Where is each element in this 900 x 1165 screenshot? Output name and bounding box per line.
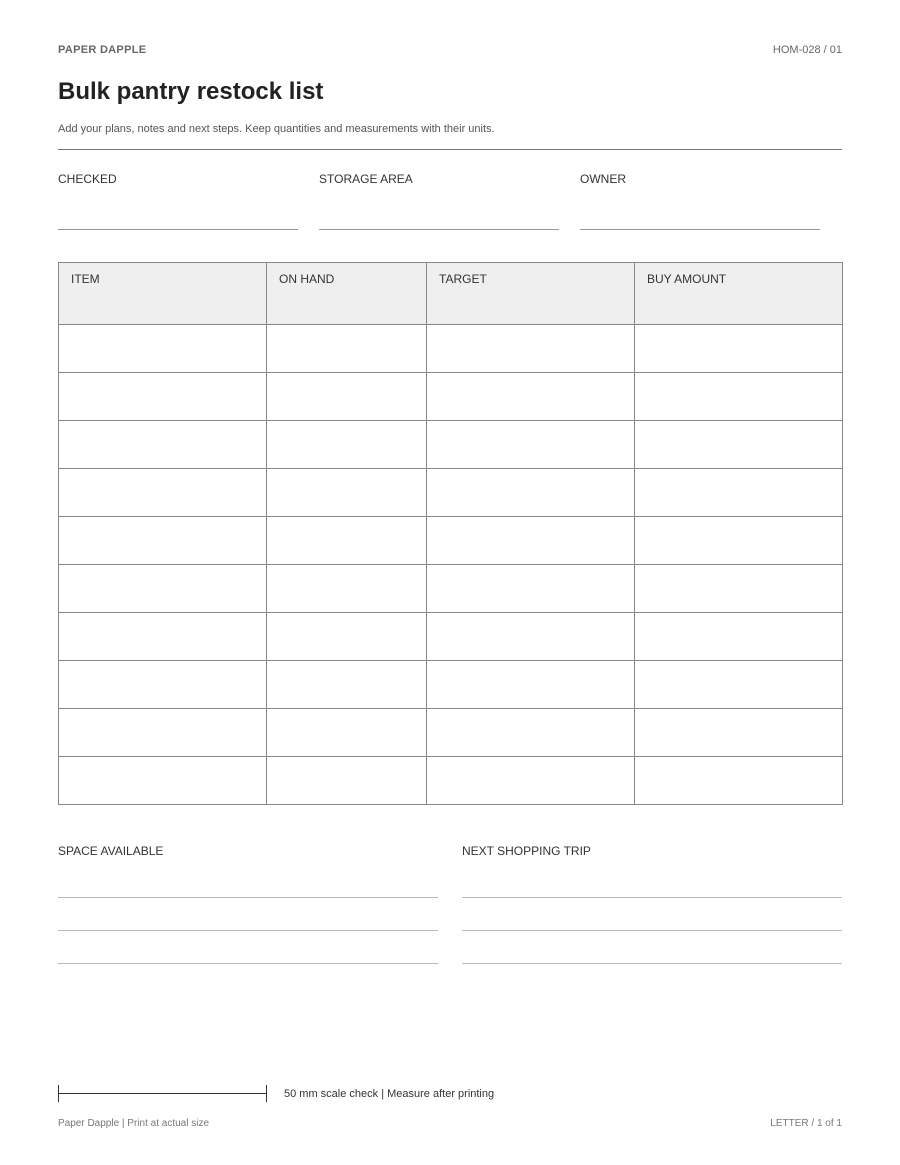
table-cell[interactable]: [267, 613, 427, 661]
space-available-section: [58, 844, 438, 858]
checked-field[interactable]: [58, 172, 298, 186]
column-header-item: ITEM: [59, 263, 267, 325]
table-row: [59, 469, 843, 517]
table-cell[interactable]: [635, 517, 843, 565]
page-indicator: LETTER / 1 of 1: [770, 1118, 842, 1129]
table-cell[interactable]: [59, 565, 267, 613]
table-cell[interactable]: [635, 469, 843, 517]
storage-area-label: STORAGE AREA: [319, 172, 413, 186]
table-row: [59, 373, 843, 421]
table-cell[interactable]: [635, 325, 843, 373]
table-cell[interactable]: [59, 757, 267, 805]
space-available-line[interactable]: [58, 897, 438, 898]
table-header-row: [59, 263, 843, 325]
space-available-label: SPACE AVAILABLE: [58, 844, 164, 858]
table-cell[interactable]: [267, 469, 427, 517]
table-cell[interactable]: [267, 757, 427, 805]
next-shopping-trip-line[interactable]: [462, 963, 842, 964]
space-available-line[interactable]: [58, 930, 438, 931]
page-subtitle: Add your plans, notes and next steps. Keep quantities and measurements with their units.: [58, 123, 495, 135]
table-row: [59, 709, 843, 757]
next-shopping-trip-section: [462, 844, 842, 858]
table-cell[interactable]: [267, 517, 427, 565]
table-cell[interactable]: [267, 421, 427, 469]
scale-bar: [58, 1085, 268, 1103]
next-shopping-trip-label: NEXT SHOPPING TRIP: [462, 844, 591, 858]
table-row: [59, 517, 843, 565]
table-cell[interactable]: [59, 469, 267, 517]
storage-area-field[interactable]: [319, 172, 559, 186]
owner-label: OWNER: [580, 172, 626, 186]
column-header-buy-amount: BUY AMOUNT: [635, 263, 843, 325]
table-cell[interactable]: [427, 565, 635, 613]
scale-tick-right: [266, 1085, 267, 1102]
table-cell[interactable]: [427, 421, 635, 469]
table-row: [59, 565, 843, 613]
table-cell[interactable]: [635, 421, 843, 469]
table-cell[interactable]: [267, 661, 427, 709]
header-divider: [58, 149, 842, 150]
table-cell[interactable]: [635, 661, 843, 709]
next-shopping-trip-line[interactable]: [462, 930, 842, 931]
table-cell[interactable]: [59, 613, 267, 661]
table-cell[interactable]: [59, 325, 267, 373]
owner-write-line[interactable]: [580, 229, 820, 230]
table-cell[interactable]: [267, 709, 427, 757]
table-cell[interactable]: [427, 757, 635, 805]
table-row: [59, 421, 843, 469]
scale-check-text: 50 mm scale check | Measure after printing: [284, 1088, 495, 1100]
table-row: [59, 757, 843, 805]
table-cell[interactable]: [427, 373, 635, 421]
table-cell[interactable]: [635, 757, 843, 805]
restock-table: [58, 262, 843, 805]
table-cell[interactable]: [427, 709, 635, 757]
document-code: HOM-028 / 01: [772, 44, 842, 56]
column-header-target: TARGET: [427, 263, 635, 325]
table-cell[interactable]: [267, 565, 427, 613]
table-cell[interactable]: [59, 373, 267, 421]
page-title: Bulk pantry restock list: [58, 78, 324, 105]
table-cell[interactable]: [427, 517, 635, 565]
table-cell[interactable]: [635, 565, 843, 613]
column-header-on-hand: ON HAND: [267, 263, 427, 325]
table-cell[interactable]: [427, 613, 635, 661]
table-row: [59, 325, 843, 373]
table-cell[interactable]: [59, 421, 267, 469]
table-cell[interactable]: [267, 373, 427, 421]
footer-note: Paper Dapple | Print at actual size: [58, 1118, 210, 1129]
table-row: [59, 661, 843, 709]
next-shopping-trip-line[interactable]: [462, 897, 842, 898]
table-cell[interactable]: [635, 709, 843, 757]
table-row: [59, 613, 843, 661]
table-cell[interactable]: [267, 325, 427, 373]
table-cell[interactable]: [59, 517, 267, 565]
owner-field[interactable]: [580, 172, 820, 186]
table-cell[interactable]: [427, 661, 635, 709]
table-cell[interactable]: [635, 613, 843, 661]
table-cell[interactable]: [635, 373, 843, 421]
table-cell[interactable]: [427, 325, 635, 373]
table-cell[interactable]: [427, 469, 635, 517]
brand-name: PAPER DAPPLE: [58, 44, 147, 56]
space-available-line[interactable]: [58, 963, 438, 964]
checked-write-line[interactable]: [58, 229, 298, 230]
table-cell[interactable]: [59, 661, 267, 709]
table-cell[interactable]: [59, 709, 267, 757]
storage-area-write-line[interactable]: [319, 229, 559, 230]
checked-label: CHECKED: [58, 172, 117, 186]
table-body: [59, 325, 843, 805]
scale-line: [58, 1093, 267, 1094]
